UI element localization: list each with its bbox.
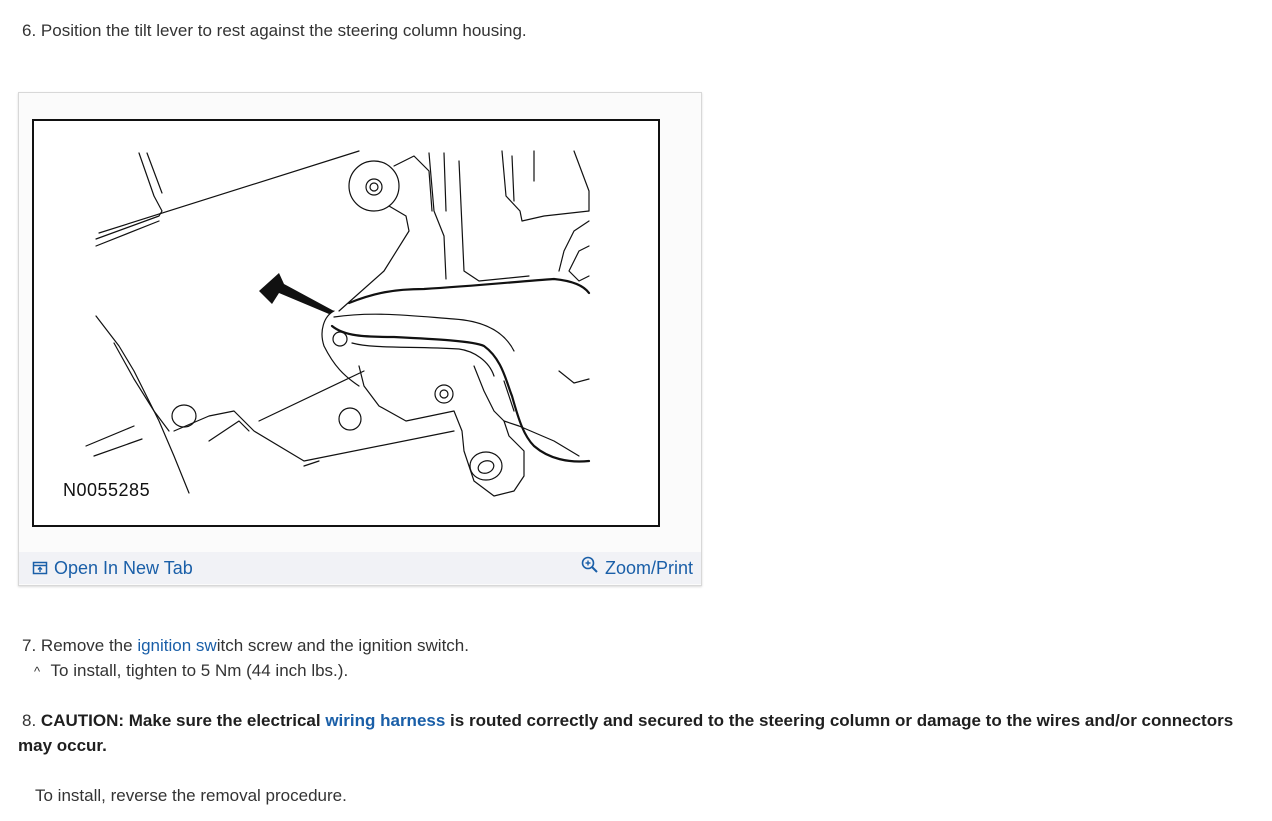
step-7-text-before: Remove the: [40, 636, 138, 655]
step-6-number: 6.: [22, 21, 37, 40]
figure-id-label: N0055285: [63, 480, 151, 500]
step-6: [22, 18, 527, 43]
ignition-switch-link[interactable]: ignition sw: [137, 636, 217, 655]
step-7-note: [34, 658, 348, 684]
open-in-new-tab-label: Open In New Tab: [54, 558, 193, 578]
zoom-print-button[interactable]: [581, 556, 693, 580]
step-8-text-after: is routed correctly and secured to the steering column or damage to the wires and/or connectors may occur.: [18, 711, 1234, 755]
figure-panel: [18, 92, 702, 586]
wiring-harness-link[interactable]: wiring harness: [325, 711, 446, 730]
caution-label: CAUTION:: [40, 711, 125, 730]
step-8: [18, 708, 1248, 758]
zoom-magnifier-icon: [581, 556, 599, 574]
figure-frame: [32, 119, 660, 527]
step-7-number: 7.: [22, 636, 37, 655]
step-8-text-before: Make sure the electrical: [128, 711, 321, 730]
note-marker: ^: [34, 664, 41, 679]
steering-column-illustration: [34, 121, 658, 525]
open-new-tab-icon: [32, 560, 48, 576]
pointer-arrow: [259, 273, 334, 314]
step-7-note-text: To install, tighten to 5 Nm (44 inch lbs.).: [50, 661, 349, 680]
step-7-text-after: itch screw and the ignition switch.: [216, 636, 469, 655]
open-in-new-tab-button[interactable]: [32, 556, 193, 580]
zoom-print-label: Zoom/Print: [604, 558, 693, 578]
step-8-number: 8.: [22, 711, 37, 730]
final-instruction: To install, reverse the removal procedure.: [35, 786, 347, 805]
step-6-text: Position the tilt lever to rest against the steering column housing.: [40, 21, 527, 40]
figure-toolbar: [19, 552, 701, 584]
step-7: [22, 633, 469, 658]
